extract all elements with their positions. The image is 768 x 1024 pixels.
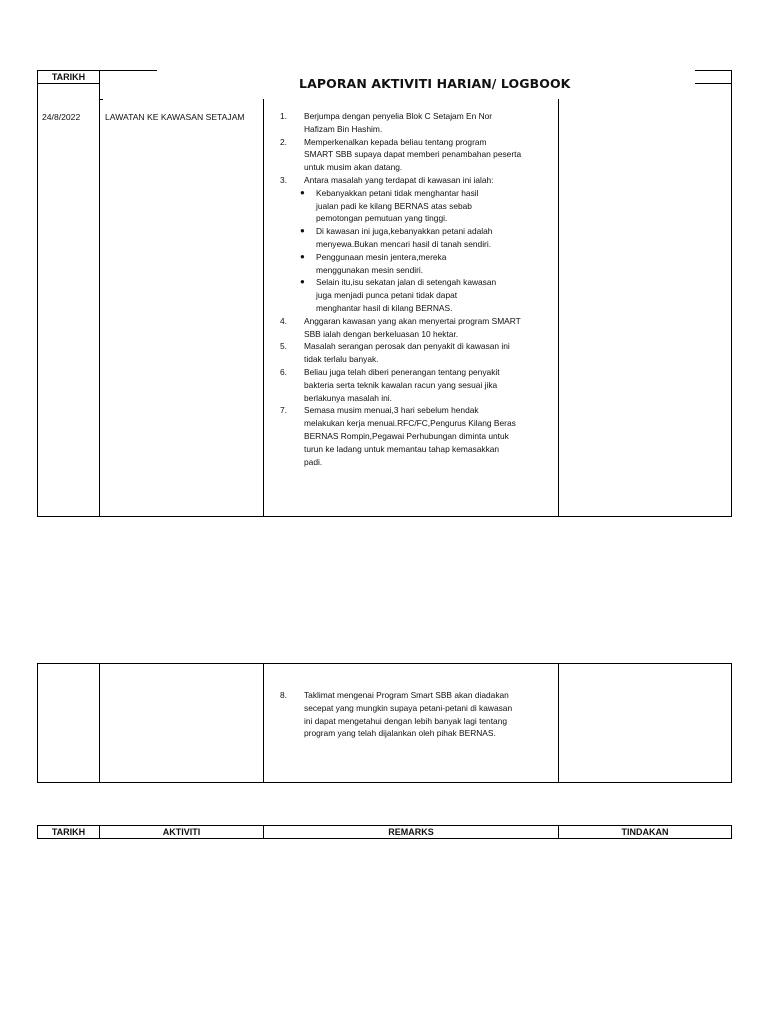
table-3-right-border xyxy=(731,825,732,839)
table-3-bottom-border xyxy=(37,838,732,839)
table-1-left-border xyxy=(37,70,38,517)
table-1-top-border-left xyxy=(37,70,157,71)
header-tarikh-top: TARIKH xyxy=(51,72,86,82)
remarks-list-continued xyxy=(280,315,560,469)
bullet-icon: ● xyxy=(300,187,305,197)
table-2-bottom-border xyxy=(37,782,732,783)
list-item: 5. Masalah serangan perosak dan penyakit di kawasan ini tidak terlalu banyak. xyxy=(280,341,510,365)
table-2-left-border xyxy=(37,663,38,783)
list-item: 7. Semasa musim menuai,3 hari sebelum hendak melakukan kerja menuai.RFC/FC,Pengurus Kilang Beras BERNAS Rompin,Pegawai Perhubungan diminta untuk turun ke ladang untuk memantau tahap kemasakkan padi. xyxy=(280,405,516,467)
table-2-right-border xyxy=(731,663,732,783)
remarks-list xyxy=(280,689,560,740)
table-1-header-divider-right xyxy=(695,83,732,84)
list-item: 6. Beliau juga telah diberi penerangan tentang penyakit bakteria serta teknik kawalan racun yang sesuai jika berlakunya masalah ini. xyxy=(280,366,500,403)
table-1-header-divider-left xyxy=(37,83,99,84)
table-1-bottom-border xyxy=(37,516,732,517)
list-item: 2. Memperkenalkan kepada beliau tentang program SMART SBB supaya dapat memberi penambahan peserta untuk musim akan datang. xyxy=(280,136,522,173)
list-item: ● Kebanyakkan petani tidak menghantar hasil jualan padi ke kilang BERNAS atas sebab pemotongan pemutuan yang tinggi. xyxy=(300,187,479,224)
bullet-icon: ● xyxy=(300,226,305,236)
list-item: 3. Antara masalah yang terdapat di kawasan ini ialah: xyxy=(280,174,494,185)
table-1-col-divider-1 xyxy=(99,70,100,517)
entry-remarks xyxy=(280,110,560,468)
entry-remarks-continued xyxy=(280,689,560,740)
table-2-col-divider-2 xyxy=(263,663,264,783)
list-item: 1. Berjumpa dengan penyelia Blok C Setajam En Nor Hafizam Bin Hashim. xyxy=(280,111,493,134)
bullet-icon: ● xyxy=(300,277,305,287)
header-aktiviti: AKTIVITI xyxy=(162,827,201,837)
header-remarks: REMARKS xyxy=(388,827,434,837)
header-tindakan: TINDAKAN xyxy=(621,827,669,837)
list-item: ● Penggunaan mesin jentera,mereka menggunakan mesin sendiri. xyxy=(300,251,447,275)
entry-date: 24/8/2022 xyxy=(42,112,81,122)
page-title: LAPORAN AKTIVITI HARIAN/ LOGBOOK xyxy=(299,76,571,91)
problems-bullet-list xyxy=(280,187,560,315)
table-3-top-border xyxy=(37,825,732,826)
table-1-right-border xyxy=(731,70,732,517)
list-item: 8. Taklimat mengenai Program Smart SBB akan diadakan secepat yang mungkin supaya petani-petani di kawasan ini dapat mengetahui dengan lebih banyak lagi tentang program yang telah dijalankan oleh pihak BERNAS. xyxy=(280,690,513,739)
entry-activity: LAWATAN KE KAWASAN SETAJAM xyxy=(105,112,245,122)
list-item: ● Selain itu,isu sekatan jalan di setengah kawasan juga menjadi punca petani tidak dapat menghantar hasil di kilang BERNAS. xyxy=(300,277,497,313)
list-item: 4. Anggaran kawasan yang akan menyertai program SMART SBB ialah dengan berkeluasan 10 hektar. xyxy=(280,315,521,339)
table-2-top-border xyxy=(37,663,732,664)
table-1-top-border-right xyxy=(695,70,732,71)
table-2-col-divider-1 xyxy=(99,663,100,783)
bullet-icon: ● xyxy=(300,251,305,261)
table-1-col-divider-2 xyxy=(263,99,264,517)
list-item: ● Di kawasan ini juga,kebanyakkan petani adalah menyewa.Bukan mencari hasil di tanah sendiri. xyxy=(300,226,493,249)
header-tarikh: TARIKH xyxy=(51,827,86,837)
remarks-list xyxy=(280,110,560,187)
